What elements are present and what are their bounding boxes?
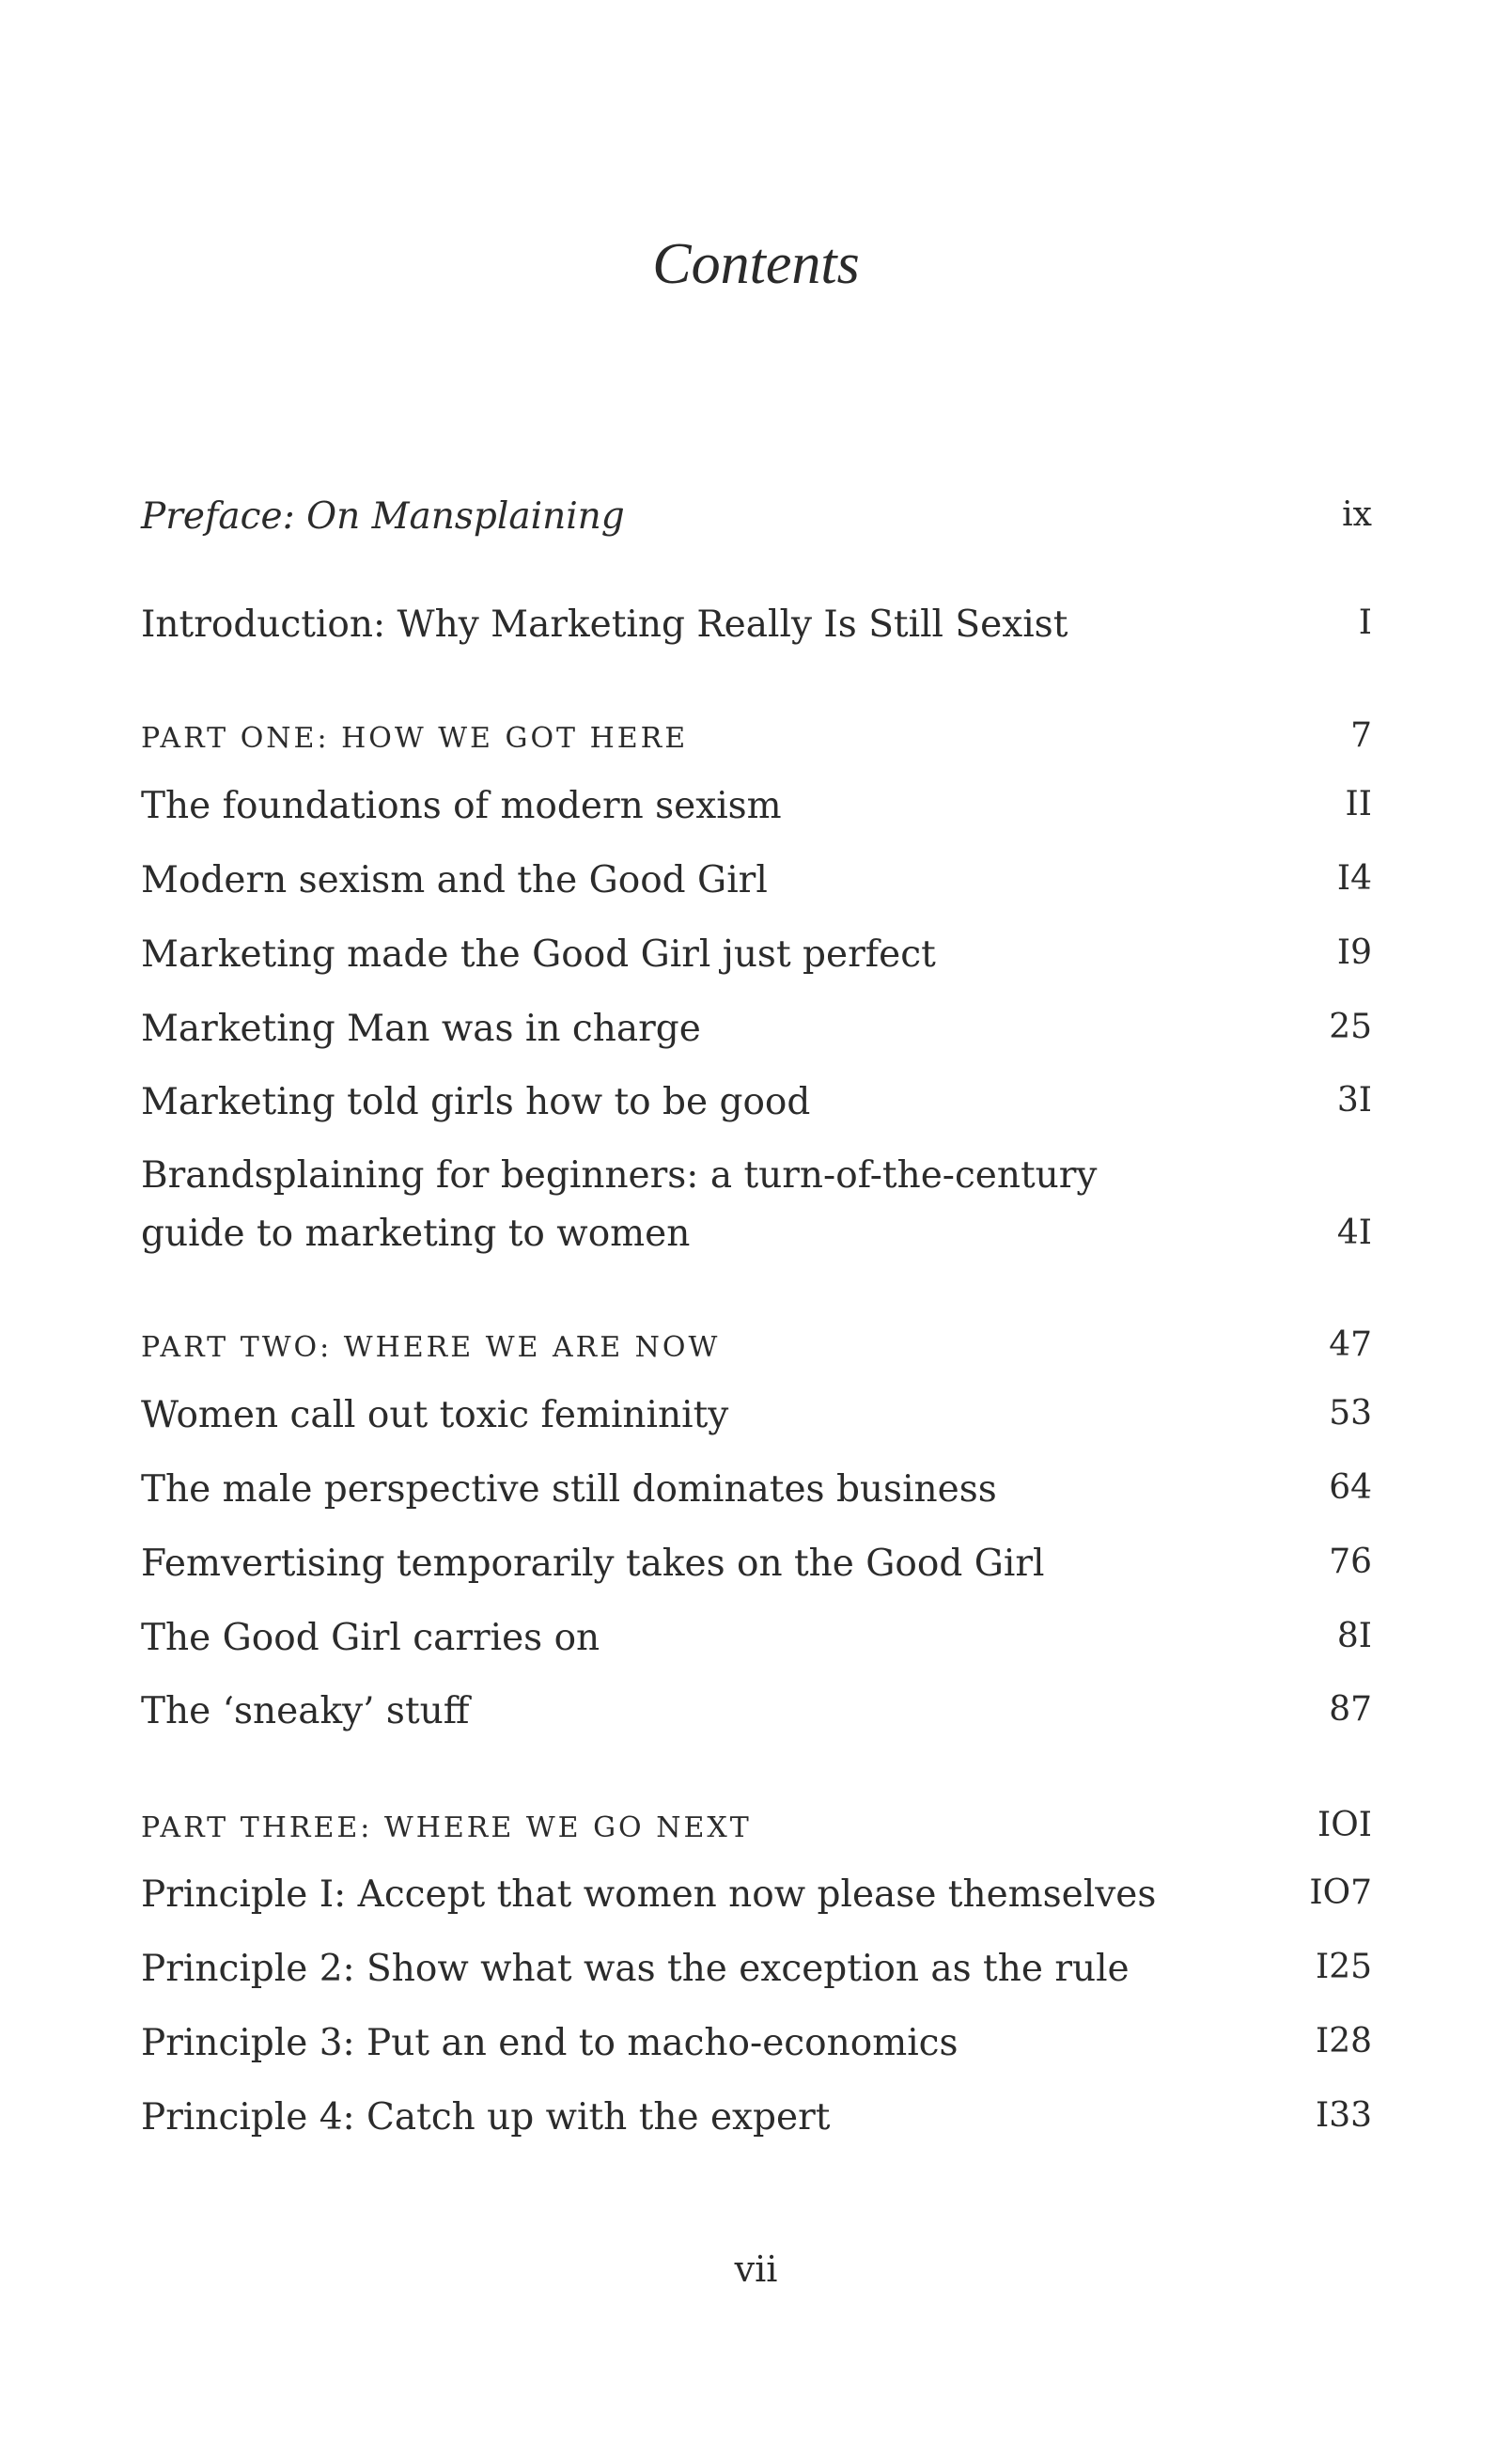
page-title: Contents <box>652 232 860 296</box>
toc-entry-label: Marketing made the Good Girl just perfect <box>141 933 936 976</box>
toc-entry-page: I9 <box>1336 933 1372 972</box>
toc-part-label: PART ONE: HOW WE GOT HERE <box>141 722 689 755</box>
toc-entry-page: 64 <box>1329 1468 1372 1507</box>
toc-entry-page: I <box>1358 603 1372 642</box>
toc-entry-label: The Good Girl carries on <box>141 1617 600 1659</box>
toc-entry-label: Women call out toxic femininity <box>141 1394 729 1436</box>
toc-entry-label: The ‘sneaky’ stuff <box>141 1690 470 1732</box>
toc-entry-label: Introduction: Why Marketing Really Is Still Sexist <box>141 603 1068 646</box>
toc-entry-label: Modern sexism and the Good Girl <box>141 859 768 901</box>
toc-entry-page: 76 <box>1329 1543 1372 1581</box>
toc-entry-label: The foundations of modern sexism <box>141 785 782 827</box>
toc-entry-page: 87 <box>1329 1690 1372 1729</box>
toc-entry-page: I25 <box>1315 1948 1372 1986</box>
toc-entry-label: Preface: On Mansplaining <box>141 495 625 538</box>
toc-entry-label: Brandsplaining for beginners: a turn-of-the-century guide to marketing to women <box>141 1154 1098 1255</box>
toc-part-label: PART TWO: WHERE WE ARE NOW <box>141 1331 721 1364</box>
toc-entry-label: Marketing Man was in charge <box>141 1008 701 1050</box>
toc-entry-page: 47 <box>1329 1325 1372 1364</box>
toc-entry-page: I28 <box>1315 2022 1372 2060</box>
toc-entry <box>141 1154 1372 1255</box>
toc-entry-page: IO7 <box>1309 1873 1372 1912</box>
toc-entry-page: 25 <box>1329 1008 1372 1046</box>
toc-entry-label: Marketing told girls how to be good <box>141 1081 811 1123</box>
toc-entry-label: The male perspective still dominates business <box>141 1468 997 1511</box>
toc-entry-label: Principle 3: Put an end to macho-economics <box>141 2022 959 2064</box>
toc-entry-page: I4 <box>1336 859 1372 898</box>
toc-entry-page: 8I <box>1336 1617 1372 1655</box>
toc-entry-page: 53 <box>1329 1394 1372 1433</box>
toc-entry-page: 7 <box>1350 716 1372 755</box>
toc-entry-page: II <box>1345 785 1372 823</box>
toc-entry-label: Principle 4: Catch up with the expert <box>141 2096 831 2139</box>
toc-entry-page: 3I <box>1336 1081 1372 1120</box>
table-of-contents <box>141 0 1372 2460</box>
toc-entry-label: Principle 2: Show what was the exception as the rule <box>141 1948 1130 1990</box>
toc-entry-page: I33 <box>1315 2096 1372 2135</box>
toc-entry-label: Principle I: Accept that women now please themselves <box>141 1873 1157 1916</box>
toc-part-label: PART THREE: WHERE WE GO NEXT <box>141 1811 752 1844</box>
toc-entry-page: 4I <box>1336 1214 1372 1252</box>
page-number: vii <box>734 2248 778 2290</box>
toc-entry-page: ix <box>1342 495 1372 534</box>
toc-entry-page: IOI <box>1317 1806 1372 1844</box>
toc-entry-label: Femvertising temporarily takes on the Good Girl <box>141 1543 1045 1585</box>
